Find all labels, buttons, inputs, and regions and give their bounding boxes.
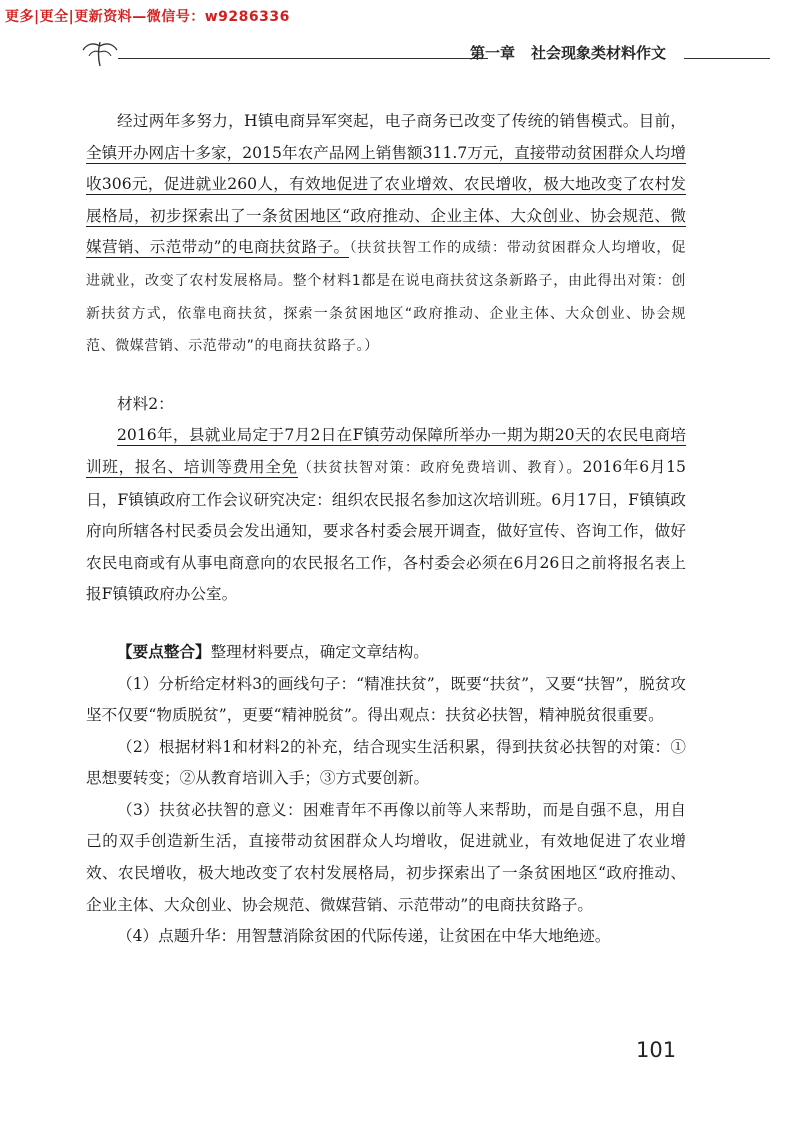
chapter-number: 第一章 xyxy=(470,44,516,62)
summary-tag: 【要点整合】 xyxy=(117,642,211,661)
header-ornament-icon xyxy=(78,36,122,68)
chapter-title: 社会现象类材料作文 xyxy=(531,44,667,62)
watermark-text: 更多|更全|更新资料—微信号：w9286336 xyxy=(5,9,290,25)
summary-point-1: （1）分析给定材料3的画线句子：“精准扶贫”，既要“扶贫”，又要“扶智”，脱贫攻坚不仅要“物质脱贫”，更要“精神脱贫”。得出观点：扶贫必扶智，精神脱贫很重要。 xyxy=(86,674,686,725)
page-number: 101 xyxy=(636,1038,677,1062)
material2-paragraph xyxy=(86,420,686,611)
header-rule-left xyxy=(118,58,488,59)
chapter-header xyxy=(470,42,666,63)
material2-label: 材料2： xyxy=(117,394,174,413)
summary-heading xyxy=(86,637,686,669)
material1-underlined-text: 全镇开办网店十多家，2015年农产品网上销售额311.7万元，直接带动贫困群众人均增收306元，促进就业260人，有效地促进了农业增效、农民增收，极大地改变了农村发展格局，初步探索出了一条贫困地区“政府推动、企业主体、大众创业、协会规范、微媒营销、示范带动”的电商扶贫路子。 xyxy=(86,143,686,257)
material2-rest: 。2016年6月15日，F镇镇政府工作会议研究决定：组织农民报名参加这次培训班。6月17日，F镇镇政府向所辖各村民委员会发出通知，要求各村委会展开调查，做好宣传、咨询工作，做好农民电商或有从事电商意向的农民报名工作，各村委会必须在6月26日之前将报名表上报F镇镇政府办公室。 xyxy=(86,457,686,604)
summary-heading-text: 整理材料要点，确定文章结构。 xyxy=(210,642,429,661)
material1-intro: 经过两年多努力，H镇电商异军突起，电子商务已改变了传统的销售模式。目前， xyxy=(117,112,686,130)
material2-annotation: （扶贫扶智对策：政府免费培训、教育） xyxy=(297,459,567,476)
summary-point-3: （3）扶贫必扶智的意义：困难青年不再像以前等人来帮助，而是自强不息，用自己的双手创造新生活，直接带动贫困群众人均增收，促进就业，有效地促进了农业增效、农民增收，极大地改变了农村发展格局，初步探索出了一条贫困地区“政府推动、企业主体、大众创业、协会规范、微媒营销、示范带动”的电商扶贫路子。 xyxy=(86,800,686,914)
header-rule-right xyxy=(684,58,770,59)
summary-point-2: （2）根据材料1和材料2的补充，结合现实生活积累，得到扶贫必扶智的对策：①思想要转变；②从教育培训入手；③方式要创新。 xyxy=(86,737,686,788)
summary-point-4: （4）点题升华：用智慧消除贫困的代际传递，让贫困在中华大地绝迹。 xyxy=(117,927,611,946)
material1-paragraph xyxy=(86,106,686,363)
header-rule-dash xyxy=(452,58,466,59)
page-content xyxy=(86,106,686,953)
material2-underlined-text: 2016年，县就业局定于7月2日在F镇劳动保障所举办一期为期20天的农民电商培训班，报名、培训等费用全免 xyxy=(86,426,686,476)
material1-annotation: （扶贫扶智工作的成绩：带动贫困群众人均增收，促进就业，改变了农村发展格局。整个材料1都是在说电商扶贫这条新路子，由此得出对策：创新扶贫方式，依靠电商扶贫，探索一条贫困地区“政府推动、企业主体、大众创业、协会规范、微媒营销、示范带动”的电商扶贫路子。） xyxy=(86,240,686,355)
